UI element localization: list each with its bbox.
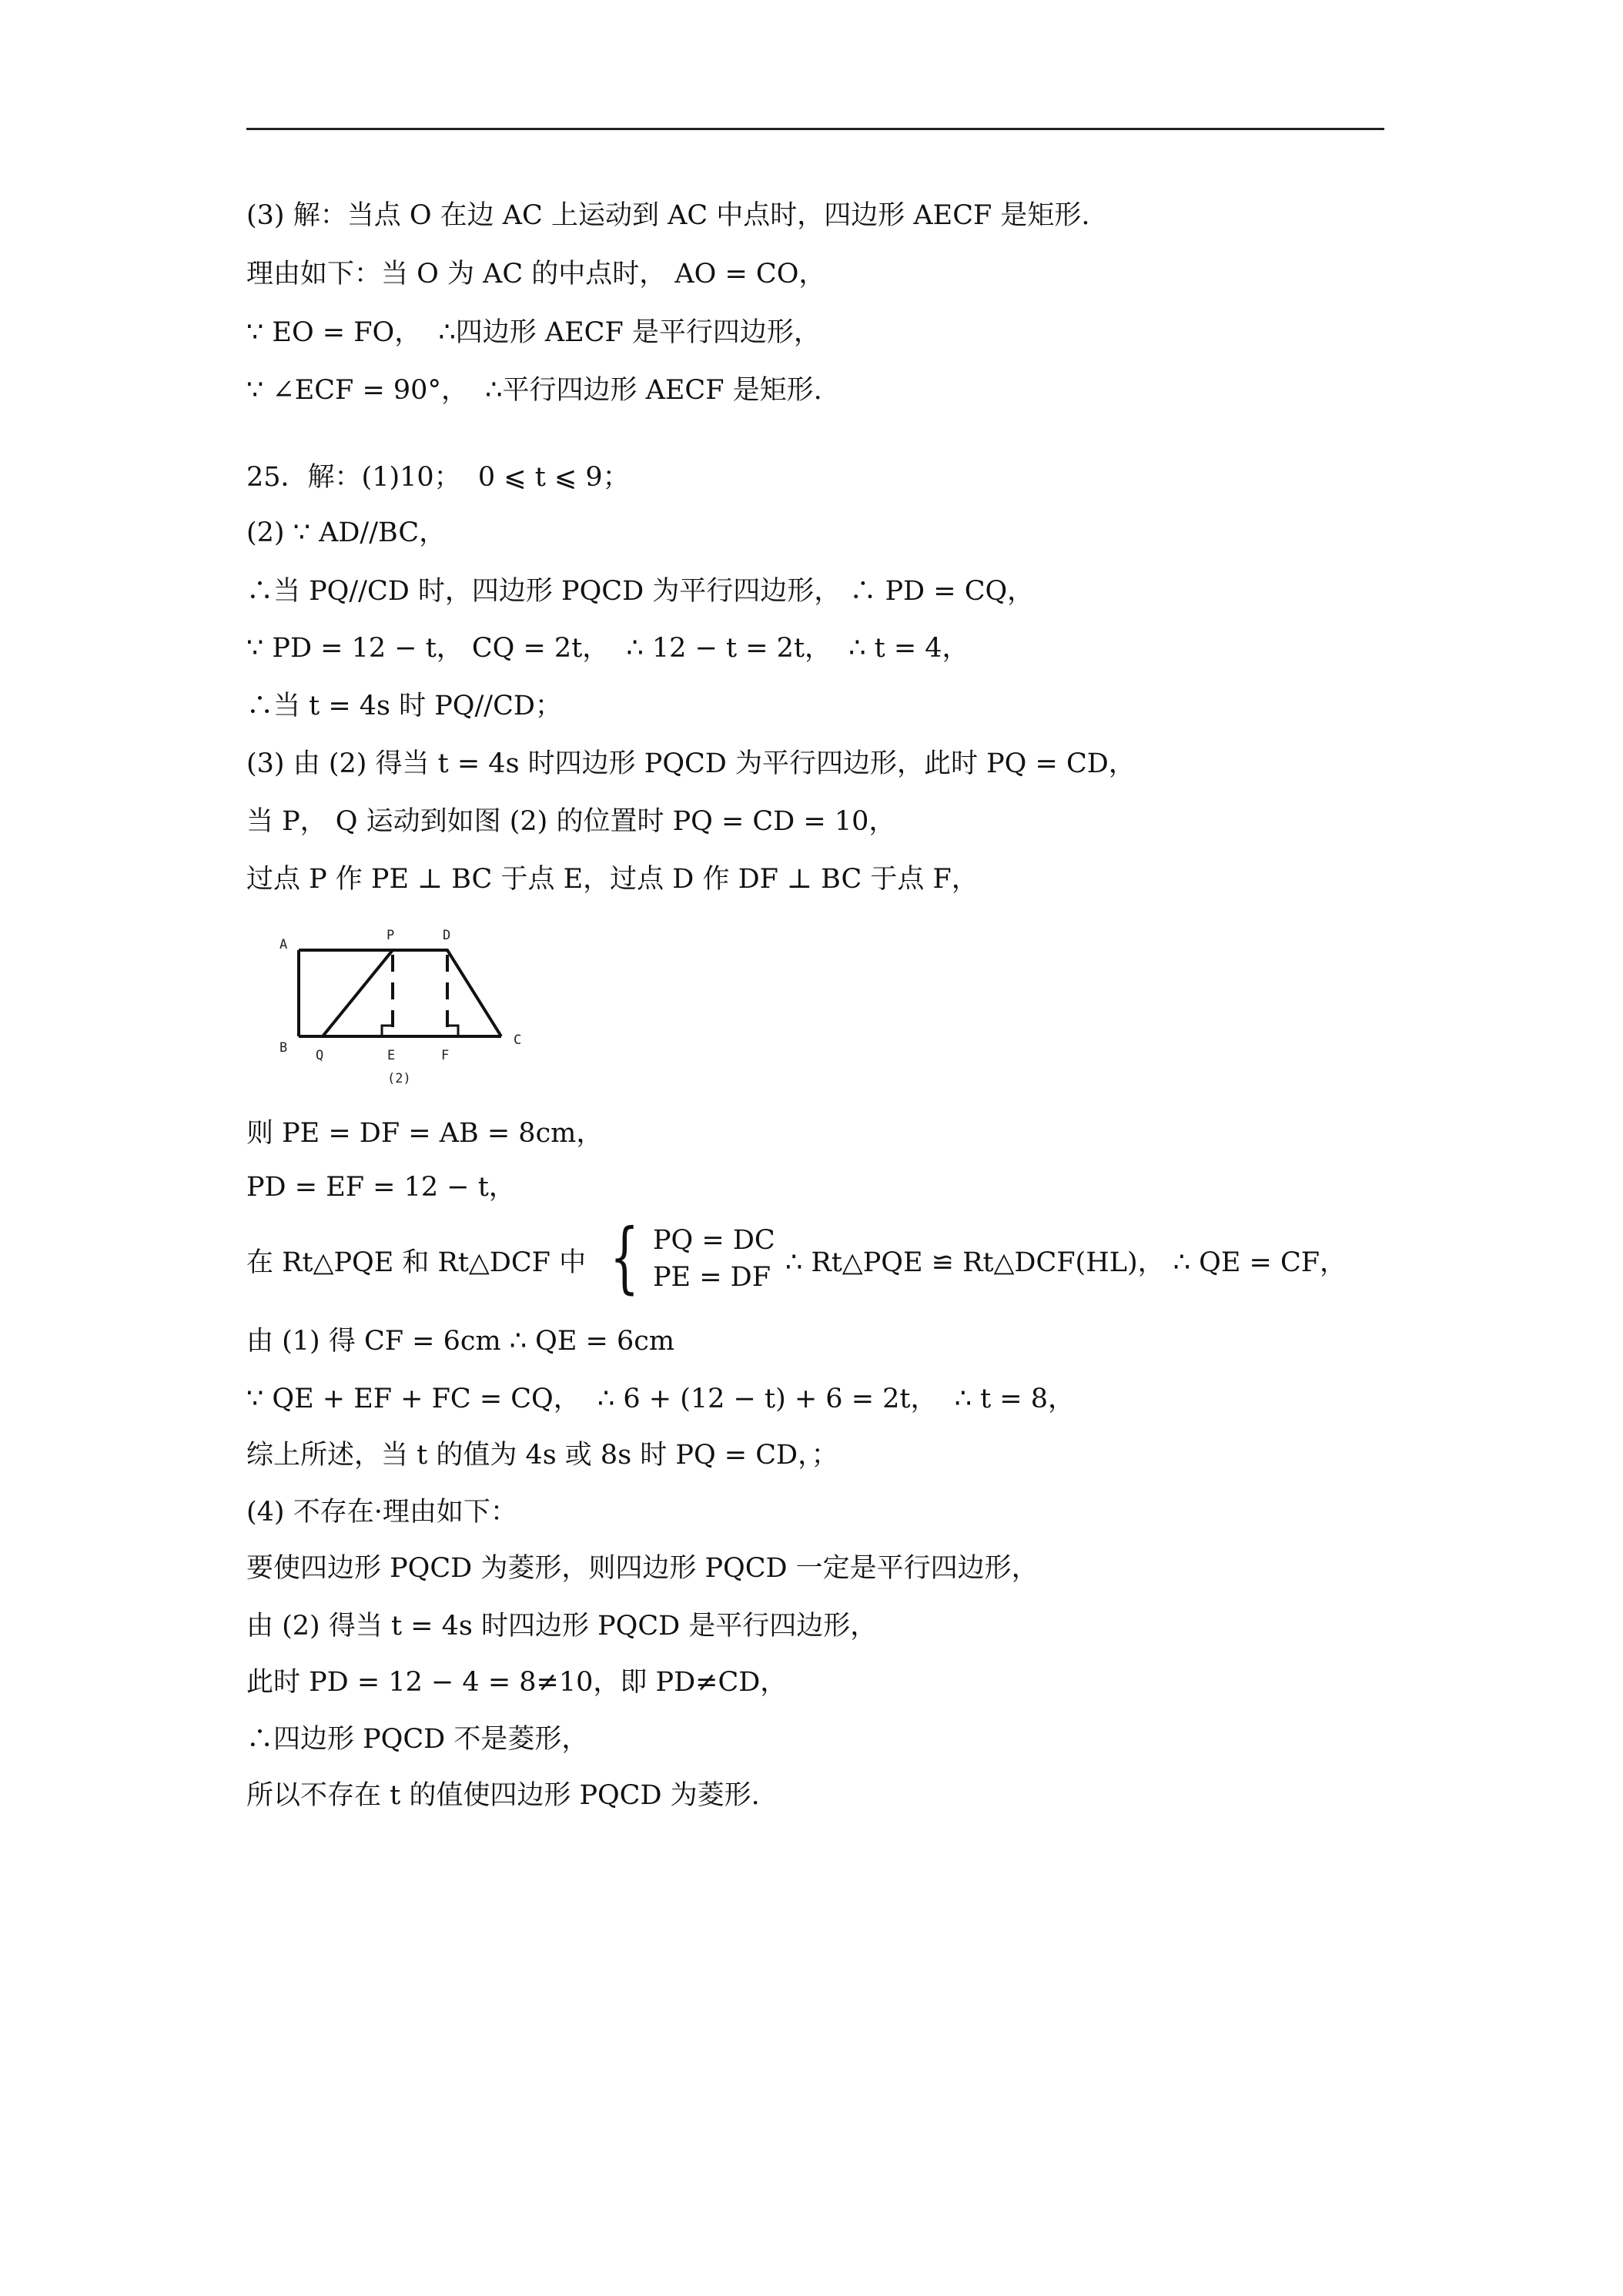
label-p: P: [387, 928, 395, 943]
cases-lead: 在 Rt△PQE 和 Rt△DCF 中: [246, 1247, 587, 1278]
label-b: B: [279, 1040, 288, 1056]
solution-line: (4) 不存在·理由如下：: [246, 1497, 517, 1528]
solution-line: 过点 P 作 PE ⊥ BC 于点 E，过点 D 作 DF ⊥ BC 于点 F，: [246, 864, 979, 895]
solution-line: 由 (2) 得当 t = 4s 时四边形 PQCD 是平行四边形，: [246, 1611, 878, 1642]
solution-line: ∴四边形 PQCD 不是菱形，: [246, 1724, 589, 1755]
label-f: F: [441, 1048, 450, 1063]
solution-line: (3) 解：当点 O 在边 AC 上运动到 AC 中点时，四边形 AECF 是矩形.: [246, 200, 1090, 231]
solution-line: 理由如下：当 O 为 AC 的中点时， AO = CO，: [246, 259, 826, 290]
figure-caption: (2): [387, 1071, 411, 1086]
solution-line: ∵ ∠ECF = 90°， ∴平行四边形 AECF 是矩形.: [246, 375, 822, 406]
label-a: A: [279, 937, 288, 952]
solution-line: 综上所述，当 t 的值为 4s 或 8s 时 PQ = CD，；: [246, 1440, 838, 1471]
solution-line: 由 (1) 得 CF = 6cm ∴ QE = 6cm: [246, 1326, 675, 1357]
label-d: D: [443, 928, 451, 943]
solution-line: 此时 PD = 12 − 4 = 8≠10，即 PD≠CD，: [246, 1667, 788, 1698]
solution-line: 则 PE = DF = AB = 8cm，: [246, 1118, 604, 1149]
solution-line: (3) 由 (2) 得当 t = 4s 时四边形 PQCD 为平行四边形，此时 PQ = CD，: [246, 748, 1136, 779]
solution-line: 当 P， Q 运动到如图 (2) 的位置时 PQ = CD = 10，: [246, 806, 896, 837]
right-angle-f: [447, 1026, 458, 1036]
header-rule: [246, 128, 1384, 130]
cases-row: PQ = DC: [653, 1225, 775, 1256]
solution-line: (2) ∵ AD//BC，: [246, 517, 447, 548]
trapezoid-figure: [273, 922, 535, 1093]
segment-pq: [323, 950, 393, 1036]
solution-line: 要使四边形 PQCD 为菱形，则四边形 PQCD 一定是平行四边形，: [246, 1553, 1039, 1584]
solution-line: 所以不存在 t 的值使四边形 PQCD 为菱形.: [246, 1780, 760, 1811]
solution-line: ∵ QE + EF + FC = CQ， ∴ 6 + (12 − t) + 6 = 2t， ∴ t = 8，: [246, 1384, 1076, 1414]
label-e: E: [387, 1048, 396, 1063]
solution-line: ∵ EO = FO， ∴四边形 AECF 是平行四边形，: [246, 317, 821, 348]
cases-tail: ∴ Rt△PQE ≌ Rt△DCF(HL)， ∴ QE = CF，: [785, 1247, 1347, 1278]
solution-line: PD = EF = 12 − t，: [246, 1172, 516, 1203]
solution-line: ∴当 PQ//CD 时，四边形 PQCD 为平行四边形， ∴ PD = CQ，: [246, 576, 1035, 607]
solution-line: ∴当 t = 4s 时 PQ//CD；: [246, 691, 562, 721]
label-c: C: [514, 1033, 522, 1048]
left-brace-icon: {: [610, 1212, 640, 1302]
cases-row: PE = DF: [653, 1262, 771, 1293]
solution-line: 25．解：(1)10； 0 ⩽ t ⩽ 9；: [246, 462, 630, 493]
right-angle-e: [382, 1026, 393, 1036]
solution-line: ∵ PD = 12 − t， CQ = 2t， ∴ 12 − t = 2t， ∴ t = 4，: [246, 633, 969, 664]
label-q: Q: [316, 1048, 324, 1063]
